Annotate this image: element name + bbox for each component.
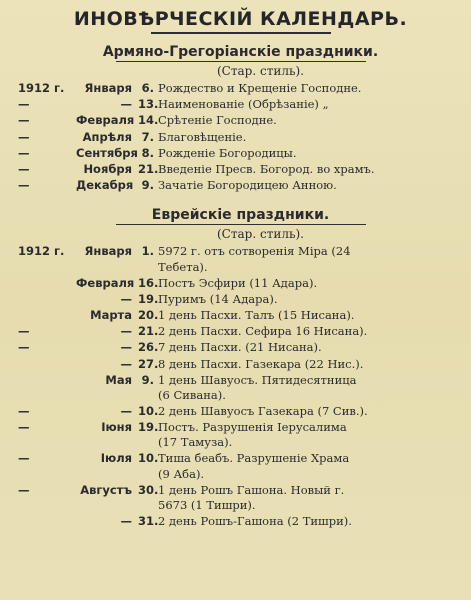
row-day: 30. [138,482,159,497]
section-heading: Еврейскіе праздники. [151,207,330,224]
row-month: Ноября [83,162,132,177]
row-day: 9. [141,372,154,387]
row-month: — [120,356,132,371]
row-month: Іюня [101,420,132,435]
row-day: 8. [141,145,154,160]
row-month: Мая [105,372,132,387]
calendar-row [18,403,463,419]
style-note: (Стар. стиль). [217,64,304,78]
row-day: 9. [141,178,154,193]
row-day: 13. [138,97,159,112]
calendar-row [18,323,463,339]
row-year: 1912 г. [18,81,65,95]
row-event: Зачатіе Богородицею Анною. [158,178,337,193]
row-year: — [18,162,30,177]
row-event: Благовѣщеніе. [158,129,247,144]
calendar-row [18,482,463,498]
calendar-row [18,275,463,291]
row-month: Іюля [100,451,132,466]
row-month: Марта [90,308,132,323]
row-event-continuation: (9 Аба). [158,466,205,481]
row-year: — [18,482,30,497]
row-year: — [18,324,30,339]
sections-container [18,44,463,529]
calendar-row [18,177,463,193]
row-month: — [120,324,132,339]
style-note: (Стар. стиль). [217,227,304,242]
row-day: 26. [138,340,159,355]
row-month: Января [84,244,132,259]
row-event: 8 день Пасхи. Газекара (22 Нис.). [158,356,364,371]
row-day: 7. [141,129,154,144]
row-month: Апрѣля [82,129,132,144]
row-year: — [18,451,30,466]
calendar-row [18,129,463,145]
row-year: 1912 г. [18,244,65,259]
row-year: — [18,113,30,128]
row-event: Рождество и Крещеніе Господне. [158,81,362,95]
row-month: Февраля [76,113,135,128]
row-event: 1 день Пасхи. Талъ (15 Нисана). [158,308,355,323]
row-year: — [18,404,30,419]
row-year: — [18,129,30,144]
row-day: 20. [138,308,159,323]
title-underline [151,32,331,34]
row-year: — [18,97,30,112]
row-event: Постъ. Разрушенія Іерусалима [158,420,347,435]
calendar-row [18,291,463,307]
row-event: Введеніе Пресв. Богород. во храмъ. [158,162,375,177]
row-event: Тиша беабъ. Разрушеніе Храма [158,451,350,466]
row-event: Пуримъ (14 Адара). [158,291,278,306]
row-month: Февраля [76,275,135,290]
row-day: 27. [138,356,159,371]
calendar-row [18,419,463,435]
calendar-row [18,513,463,529]
row-day: 21. [138,162,159,177]
row-month: — [120,97,132,112]
calendar-row [18,339,463,355]
section-underline [116,224,366,225]
calendar-row [18,450,463,466]
row-day: 1. [141,244,154,259]
row-day: 10. [138,451,159,466]
calendar-row [18,96,463,112]
row-event: 1 день Рошъ Гашона. Новый г. [158,482,345,497]
row-day: 6. [141,81,154,95]
row-year: — [18,178,30,193]
row-event-continuation: (6 Сивана). [158,388,226,403]
row-event-continuation: 5673 (1 Тишри). [158,497,256,512]
row-day: 19. [138,291,159,306]
row-year: — [18,340,30,355]
row-event: 2 день Рошъ-Гашона (2 Тишри). [158,513,352,528]
calendar-row [18,112,463,128]
row-month: Сентября [76,145,138,160]
section-heading: Армяно-Грегоріанскіе праздники. [102,44,379,60]
row-day: 16. [138,275,159,290]
row-event: Постъ Эсфири (11 Адара). [158,275,318,290]
row-day: 31. [138,513,159,528]
row-event-continuation: (17 Тамуза). [158,435,233,450]
row-day: 14. [138,113,159,128]
row-event: 2 день Шавуосъ Газекара (7 Сив.). [158,404,368,419]
page-title: ИНОВѢРЧЕСКІЙ КАЛЕНДАРЬ. [73,8,408,30]
row-month: Августъ [80,482,132,497]
row-year: — [18,145,30,160]
row-event: Наименованіе (Обрѣзаніе) „ [158,97,329,112]
row-month: — [120,513,132,528]
calendar-row [18,307,463,323]
row-month: — [120,291,132,306]
row-day: 21. [138,324,159,339]
calendar-row [18,356,463,372]
calendar-row [18,145,463,161]
row-month: — [120,404,132,419]
row-month: — [120,340,132,355]
row-day: 10. [138,404,159,419]
row-year: — [18,420,30,435]
row-event: 7 день Пасхи. (21 Нисана). [158,340,322,355]
row-event: Срѣтеніе Господне. [158,113,277,128]
section-gap [18,193,463,207]
row-month: Января [84,81,132,95]
row-event: 5972 г. отъ сотворенія Міра (24 [158,244,351,259]
calendar-row [18,243,463,259]
row-event: 1 день Шавуосъ. Пятидесятница [158,372,357,387]
calendar-row [18,161,463,177]
section-underline [116,61,366,62]
row-event-continuation: Тебета). [158,259,208,274]
row-month: Декабря [76,178,134,193]
row-day: 19. [138,420,159,435]
row-event: Рожденіе Богородицы. [158,145,297,160]
calendar-row [18,80,463,96]
row-event: 2 день Пасхи. Сефира 16 Нисана). [158,324,368,339]
calendar-row [18,372,463,388]
